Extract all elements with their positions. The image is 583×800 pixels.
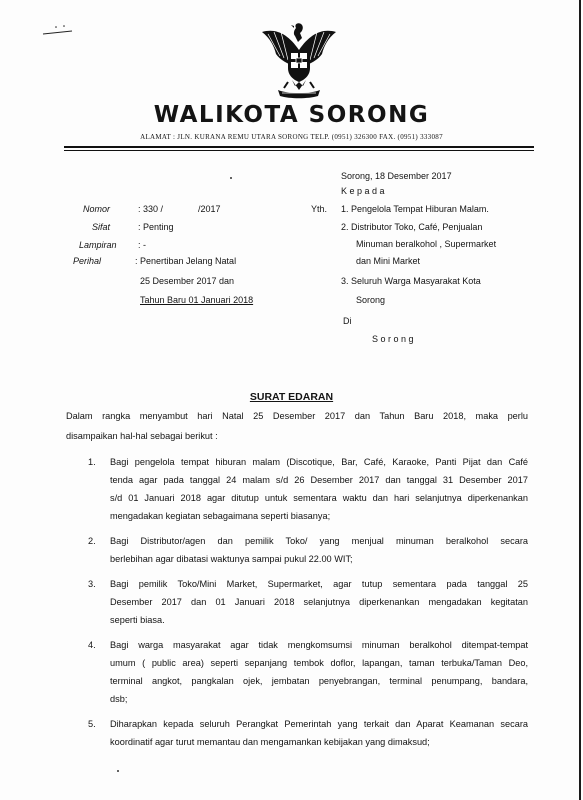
recipient-2-line-2: Minuman beralkohol , Supermarket [356, 239, 497, 249]
list-item [88, 453, 528, 525]
list-item [88, 715, 528, 751]
list-item-text [110, 575, 528, 629]
list-item-number: 2. [88, 536, 96, 546]
destination-place: Sorong [372, 334, 417, 344]
list-item-line: koordinatif agar turut memantau dan mengamankan kebijakan yang dimaksud; [110, 737, 430, 747]
instruction-list [88, 453, 528, 758]
list-item-line: dsb; [110, 694, 128, 704]
pen-mark-icon [42, 24, 76, 36]
list-item-line: berlebihan agar dibatasi waktunya sampai pukul 22.00 WIT; [110, 554, 353, 564]
perihal-line-3: Tahun Baru 01 Januari 2018 [140, 295, 254, 305]
date-place: Sorong, 18 Desember 2017 [341, 171, 452, 181]
nomor-value: : 330 / [138, 204, 164, 214]
di-label: Di [343, 316, 352, 326]
list-item-line: Desember 2017 dan 01 Januari 2018 selanjutnya diperkenankan mengadakan kegitatan [110, 597, 528, 607]
list-item-number: 1. [88, 457, 96, 467]
nomor-label: Nomor [83, 204, 111, 214]
perihal-label: Perihal [73, 256, 102, 266]
list-item-line: Bagi warga masyarakat agar tidak mengkomsumsi minuman beralkohol ditempat-tempat [110, 640, 528, 650]
list-item-line: Bagi pemilik Toko/Mini Market, Supermarket, agar tutup sementara pada tanggal 25 [110, 579, 528, 589]
intro-line-2: disampaikan hal-hal sebagai berikut : [66, 431, 218, 441]
list-item-line: Bagi pengelola tempat hiburan malam (Discotique, Bar, Café, Karaoke, Panti Pijat dan Café [110, 457, 528, 467]
list-item-line: s/d 01 Januari 2018 agar ditutup untuk sementara waktu dan hari selanjutnya diperkenankan [110, 493, 528, 503]
list-item [88, 636, 528, 708]
letterhead-rule-thick [64, 146, 534, 148]
list-item-text [110, 636, 528, 708]
scan-speck [117, 770, 119, 772]
lampiran-value: : - [138, 240, 146, 250]
letterhead-title: WALIKOTA SORONG [153, 102, 430, 128]
intro-line-1: Dalam rangka menyambut hari Natal 25 Desember 2017 dan Tahun Baru 2018, maka perlu [66, 411, 528, 421]
list-item-number: 5. [88, 719, 96, 729]
list-item-number: 3. [88, 579, 96, 589]
recipient-3-line-2: Sorong [356, 295, 386, 305]
nomor-year: /2017 [198, 204, 221, 214]
list-item-number: 4. [88, 640, 96, 650]
garuda-emblem-icon [258, 20, 340, 100]
list-item-text [110, 715, 528, 751]
list-item [88, 532, 528, 568]
sifat-value: : Penting [138, 222, 174, 232]
list-item-line: mengadakan kegiatan sebagaimana seperti biasanya; [110, 511, 331, 521]
list-item [88, 575, 528, 629]
yth-label: Yth. [311, 204, 328, 214]
recipient-1: 1. Pengelola Tempat Hiburan Malam. [341, 204, 489, 214]
kepada-label: Kepada [341, 186, 388, 196]
list-item-line: tenda agar pada tanggal 24 malam s/d 26 Desember 2017 dan tanggal 31 Desember 2017 [110, 475, 528, 485]
document-title: SURAT EDARAN [249, 391, 334, 403]
recipient-2-line-1: 2. Distributor Toko, Café, Penjualan [341, 222, 483, 232]
perihal-line-2: 25 Desember 2017 dan [140, 276, 235, 286]
list-item-text [110, 453, 528, 525]
recipient-2-line-3: dan Mini Market [356, 256, 421, 266]
list-item-line: seperti biasa. [110, 615, 165, 625]
scan-speck [230, 177, 232, 179]
lampiran-label: Lampiran [79, 240, 117, 250]
letterhead-rule-thin [64, 150, 534, 151]
letterhead-address: ALAMAT : JLN. KURANA REMU UTARA SORONG TELP. (0951) 326300 FAX. (0951) 333087 [140, 133, 443, 141]
list-item-line: Diharapkan kepada seluruh Perangkat Pemerintah yang terkait dan Aparat Keamanan secara [110, 719, 528, 729]
list-item-line: umum ( public area) seperti sepanjang tembok doflor, lapangan, taman terbuka/Taman Deo, [110, 658, 528, 668]
list-item-line: terminal angkot, pangkalan ojek, jembatan penyebrangan, terminal penumpang, bandara, [110, 676, 528, 686]
list-item-text [110, 532, 528, 568]
recipient-3-line-1: 3. Seluruh Warga Masyarakat Kota [341, 276, 481, 286]
list-item-line: Bagi Distributor/agen dan pemilik Toko/ yang menjual minuman beralkohol secara [110, 536, 528, 546]
perihal-line-1: : Penertiban Jelang Natal [135, 256, 237, 266]
sifat-label: Sifat [92, 222, 111, 232]
